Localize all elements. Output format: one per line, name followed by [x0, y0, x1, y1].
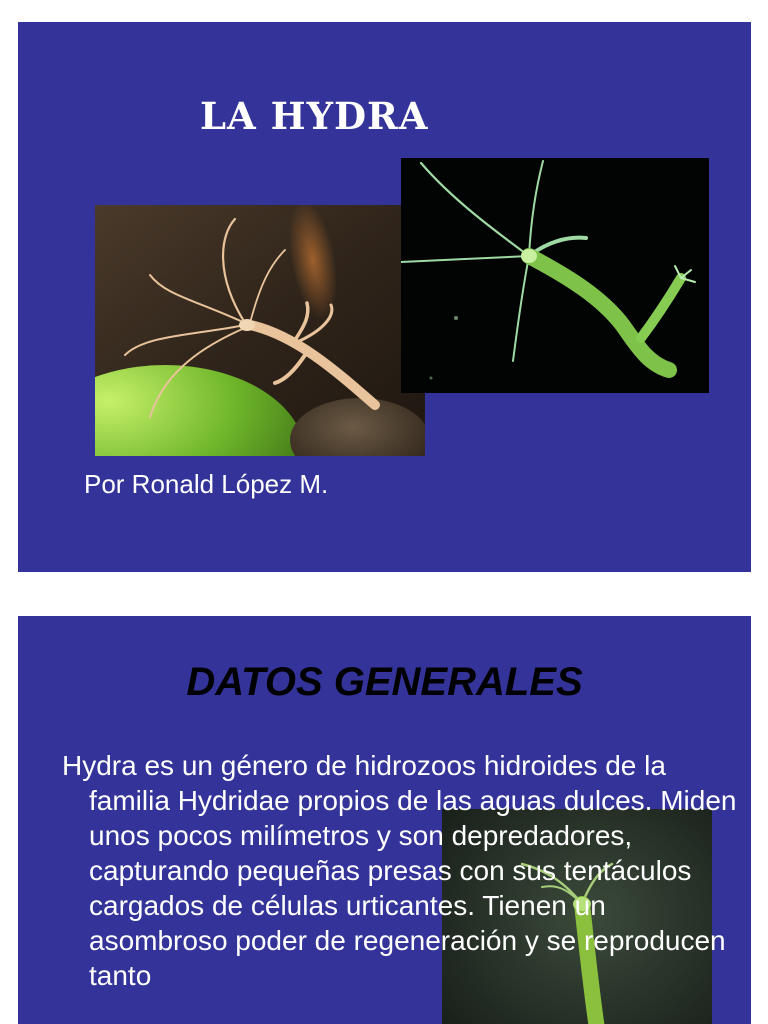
- hydra-photo-green: [401, 158, 709, 393]
- slide-general-heading: DATOS GENERALES: [186, 660, 583, 704]
- slide-title-heading: LA HYDRA: [200, 94, 429, 138]
- slide-title: [18, 22, 751, 572]
- hydra-photo-brown: [95, 205, 425, 456]
- slide-general-data: [18, 616, 751, 1024]
- general-data-paragraph: Hydra es un género de hidrozoos hidroides de la familia Hydridae propios de las aguas dulces. Miden unos pocos milímetros y son depredadores, capturando pequeñas presas con sus tentáculos cargados de células urticantes. Tienen un asombroso poder de regeneración y se reproducen tanto: [62, 750, 737, 991]
- author-credit: Por Ronald López M.: [84, 469, 329, 499]
